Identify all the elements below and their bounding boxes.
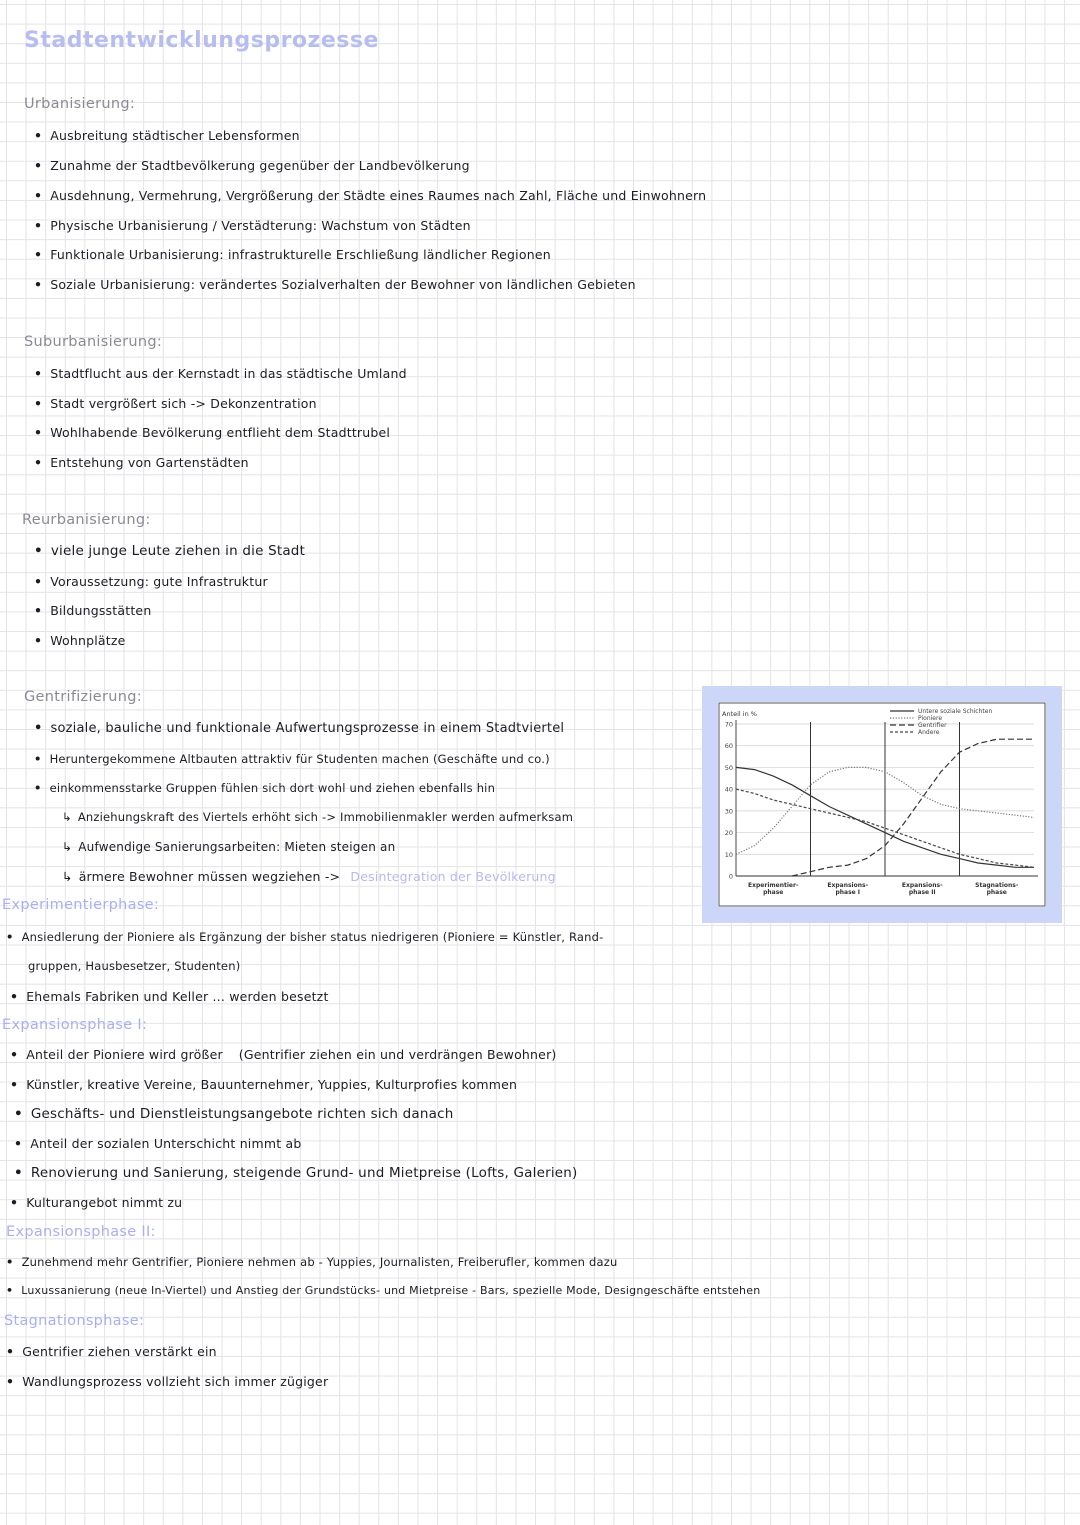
list-item: • Stadt vergrößert sich -> Dekonzentration [34, 396, 317, 411]
chart-y-label: Anteil in % [722, 710, 757, 718]
list-item: • soziale, bauliche und funktionale Aufwertungsprozesse in einem Stadtviertel [34, 721, 565, 736]
chart-x-category-label: Expansions-phase I [827, 882, 869, 896]
chart-y-tick-label: 50 [724, 763, 733, 772]
section-heading-expansionsphase-1: Expansionsphase I: [2, 1017, 148, 1033]
page-title: Stadtentwicklungsprozesse [24, 28, 379, 53]
chart-y-tick-label: 60 [724, 742, 733, 751]
list-item: • Entstehung von Gartenstädten [34, 455, 249, 470]
list-item: • viele junge Leute ziehen in die Stadt [34, 543, 306, 559]
list-item: • Soziale Urbanisierung: verändertes Sozialverhalten der Bewohner von ländlichen Gebieten [34, 277, 636, 292]
chart-y-tick-label: 70 [724, 720, 733, 729]
list-item: ↳ ärmere Bewohner müssen wegziehen -> Desintegration der Bevölkerung [62, 869, 556, 884]
chart-x-category-label: Experimentier-phase [748, 882, 799, 896]
list-item: • Ausdehnung, Vermehrung, Vergrößerung der Städte eines Raumes nach Zahl, Fläche und Einwohnern [34, 188, 707, 203]
list-item: gruppen, Hausbesetzer, Studenten) [28, 959, 241, 973]
chart-border [719, 703, 1045, 906]
chart-inner [718, 702, 1046, 907]
list-item: • Ansiedlerung der Pioniere als Ergänzung der bisher status niedrigeren (Pioniere = Künstler, Rand- [6, 930, 604, 944]
gentrification-chart [718, 702, 1046, 907]
chart-legend-label: Andere [918, 729, 940, 737]
list-item: • einkommensstarke Gruppen fühlen sich dort wohl und ziehen ebenfalls hin [34, 781, 496, 795]
list-item: • Anteil der Pioniere wird größer (Gentrifier ziehen ein und verdrängen Bewohner) [10, 1047, 557, 1062]
list-item: • Künstler, kreative Vereine, Bauunternehmer, Yuppies, Kulturprofies kommen [10, 1077, 518, 1092]
chart-y-tick-label: 20 [724, 829, 733, 838]
chart-y-tick-label: 10 [724, 850, 733, 859]
list-item: • Renovierung und Sanierung, steigende Grund- und Mietpreise (Lofts, Galerien) [14, 1165, 578, 1181]
section-heading-urbanisierung: Urbanisierung: [24, 96, 136, 112]
chart-legend-label: Pioniere [918, 715, 943, 723]
chart-legend-label: Untere soziale Schichten [918, 708, 993, 716]
section-heading-expansionsphase-2: Expansionsphase II: [6, 1224, 156, 1240]
list-item: • Wohlhabende Bevölkerung entflieht dem Stadttrubel [34, 425, 391, 440]
section-heading-gentrifizierung: Gentrifizierung: [24, 689, 142, 705]
list-item: • Ausbreitung städtischer Lebensformen [34, 128, 300, 143]
chart-y-tick-label: 30 [724, 807, 733, 816]
list-item: • Gentrifier ziehen verstärkt ein [6, 1344, 217, 1359]
list-item: • Physische Urbanisierung / Verstädterung: Wachstum von Städten [34, 218, 471, 233]
list-item: • Geschäfts- und Dienstleistungsangebote richten sich danach [14, 1106, 454, 1122]
section-heading-reurbanisierung: Reurbanisierung: [22, 512, 151, 528]
section-heading-experimentierphase: Experimentierphase: [2, 897, 160, 913]
list-item: • Anteil der sozialen Unterschicht nimmt ab [14, 1136, 302, 1151]
list-item: • Stadtflucht aus der Kernstadt in das städtische Umland [34, 366, 407, 381]
chart-x-category-label: Stagnations-phase [975, 882, 1019, 896]
list-item: • Voraussetzung: gute Infrastruktur [34, 574, 268, 589]
list-item: ↳ Aufwendige Sanierungsarbeiten: Mieten steigen an [62, 840, 396, 854]
list-item: • Wandlungsprozess vollzieht sich immer zügiger [6, 1374, 329, 1389]
chart-y-tick-label: 0 [728, 872, 733, 881]
list-item: • Zunahme der Stadtbevölkerung gegenüber der Landbevölkerung [34, 158, 470, 173]
list-item: • Ehemals Fabriken und Keller ... werden besetzt [10, 989, 329, 1004]
chart-frame [702, 686, 1062, 923]
chart-y-tick-label: 40 [724, 785, 733, 794]
list-item: • Kulturangebot nimmt zu [10, 1195, 183, 1210]
list-item: • Wohnplätze [34, 633, 126, 648]
chart-series-line [792, 739, 1034, 876]
chart-x-category-label: Expansions-phase II [901, 882, 943, 896]
list-item: • Zunehmend mehr Gentrifier, Pioniere nehmen ab - Yuppies, Journalisten, Freiberufler, kommen dazu [6, 1255, 618, 1269]
list-item: ↳ Anziehungskraft des Viertels erhöht sich -> Immobilienmakler werden aufmerksam [62, 810, 574, 824]
list-item: • Funktionale Urbanisierung: infrastrukturelle Erschließung ländlicher Regionen [34, 247, 551, 262]
section-heading-suburbanisierung: Suburbanisierung: [24, 334, 163, 350]
chart-legend-label: Gentrifier [918, 722, 947, 730]
highlight-text: Desintegration der Bevölkerung [350, 869, 556, 884]
list-item: • Heruntergekommene Altbauten attraktiv für Studenten machen (Geschäfte und co.) [34, 752, 550, 766]
section-heading-stagnationsphase: Stagnationsphase: [4, 1313, 145, 1329]
list-item: • Bildungsstätten [34, 603, 152, 618]
list-item: • Luxussanierung (neue In-Viertel) und Anstieg der Grundstücks- und Mietpreise - Bars, spezielle Mode, Designgeschäfte entstehen [6, 1284, 761, 1297]
